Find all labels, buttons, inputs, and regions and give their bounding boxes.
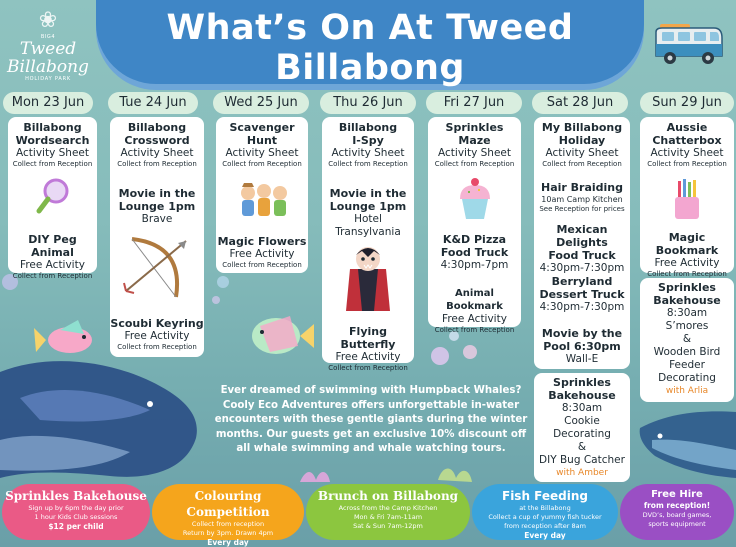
pencil-cup-icon — [672, 177, 702, 221]
activity-note: Collect from Reception — [328, 160, 408, 168]
activity-note: Collect from Reception — [222, 261, 302, 269]
activity-title: Hair Braiding — [540, 181, 623, 194]
day-header-fri: Fri 27 Jun — [426, 92, 522, 114]
activity-title: Billabong — [338, 121, 398, 134]
activity-subtitle: Transylvania — [335, 226, 401, 238]
day-card-tue — [110, 117, 204, 357]
activity-title: My Billabong — [541, 121, 623, 134]
fish-left-illustration — [34, 320, 92, 353]
footer-sprinkles-bakehouse — [2, 484, 150, 540]
activity-note: Collect from Reception — [434, 326, 515, 334]
bubble — [212, 296, 220, 304]
activity-title: Movie by the — [541, 327, 623, 340]
day-header-wed: Wed 25 Jun — [213, 92, 309, 114]
promo-line: months. Our guests get an exclusive 10% discount off — [215, 428, 527, 440]
activity-note: Collect from Reception — [328, 364, 408, 372]
activity-subtitle: Activity Sheet — [225, 147, 299, 159]
day-header-sat: Sat 28 Jun — [532, 92, 628, 114]
whale-left-illustration — [0, 361, 197, 478]
activity-host: with Amber — [556, 468, 608, 478]
activity-line: Feeder — [669, 359, 705, 371]
footer-title: Sprinkles Bakehouse — [5, 489, 147, 503]
activity-subtitle: 4:30pm-7:30pm — [539, 301, 625, 313]
bubble — [463, 345, 477, 359]
activity-title: Maze — [458, 134, 491, 147]
tree-icon: ❀ — [38, 8, 58, 33]
footer-line: sports equipment — [648, 520, 706, 528]
activity-subtitle: Activity Sheet — [650, 147, 724, 159]
footer-line: Return by 3pm. Drawn 4pm — [182, 529, 274, 537]
activity-note: Collect from Reception — [117, 343, 197, 351]
footer-line: from reception after 8am — [504, 522, 586, 530]
activity-subtitle: 4:30pm-7pm — [440, 259, 509, 271]
activity-subtitle: 10am Camp Kitchen — [541, 195, 623, 204]
activity-subtitle: Activity Sheet — [545, 147, 619, 159]
activity-title: Billabong — [23, 121, 82, 134]
activity-subtitle: Free Activity — [335, 351, 401, 363]
kids-explorers-icon — [234, 181, 292, 221]
activity-host: with Arlia — [665, 386, 709, 396]
activity-title: Food Truck — [548, 249, 616, 262]
activity-line: Cookie — [564, 415, 600, 427]
activity-subtitle: Hotel — [354, 213, 382, 225]
activity-line: & — [682, 333, 692, 345]
activity-subtitle: Free Activity — [229, 248, 295, 260]
activity-title: Scoubi Keyring — [110, 317, 204, 330]
activity-subtitle: 4:30pm-7:30pm — [539, 262, 625, 274]
whale-right-illustration — [640, 411, 736, 478]
footer-brunch-on-billabong — [306, 484, 470, 540]
activity-line: & — [577, 441, 587, 453]
activity-subtitle: Activity Sheet — [331, 147, 405, 159]
day-card-sat-1 — [534, 117, 630, 369]
activity-title: Bakehouse — [653, 294, 721, 307]
activity-title: Food Truck — [440, 246, 509, 259]
activity-title: Chatterbox — [652, 134, 722, 147]
bubble — [431, 347, 449, 365]
day-card-mon — [8, 117, 97, 280]
footer-line: Collect a cup of yummy fish tucker — [488, 513, 602, 521]
footer-free-hire — [620, 484, 734, 540]
footer-title: Fish Feeding — [502, 489, 588, 503]
activity-title: Holiday — [558, 134, 606, 147]
activity-note: See Reception for prices — [539, 205, 625, 213]
activity-title: Lounge 1pm — [118, 200, 196, 213]
footer-line: Collect from reception — [191, 520, 265, 528]
day-header-mon: Mon 23 Jun — [3, 92, 93, 114]
activity-note: Collect from Reception — [12, 272, 93, 280]
footer-title: Free Hire — [651, 489, 703, 500]
fish-center-illustration — [252, 316, 314, 354]
bow-and-arrow-icon — [120, 231, 192, 303]
activity-note: Collect from Reception — [12, 160, 93, 168]
footer-line: Sign up by 6pm the day prior — [28, 504, 124, 512]
activity-title: Animal Bookmark — [446, 288, 503, 312]
footer-highlight: Every day — [524, 531, 566, 540]
activity-note: Collect from Reception — [222, 160, 302, 168]
promo-line: all whale swimming and whale watching tours. — [236, 443, 506, 454]
vampire-character-icon — [344, 243, 392, 313]
activity-title: Sprinkles — [445, 121, 504, 134]
activity-line: Decorating — [553, 428, 611, 440]
activity-note: Collect from Reception — [434, 160, 515, 168]
footer-line: Across from the Camp Kitchen — [338, 504, 438, 512]
promo-line: encounters with these gentle giants during the winter — [214, 414, 528, 425]
activity-title: Hunt — [246, 134, 278, 147]
day-card-sun-1 — [640, 117, 734, 278]
activity-title: Lounge 1pm — [329, 200, 407, 213]
park-logo — [0, 8, 96, 88]
promo-line: Ever dreamed of swimming with Humpback Whales? — [220, 385, 522, 396]
activity-note: Collect from Reception — [542, 160, 622, 168]
bubble — [217, 276, 229, 288]
activity-title: Bakehouse — [548, 389, 616, 402]
activity-subtitle: Wall-E — [565, 353, 599, 365]
day-header-thu: Thu 26 Jun — [320, 92, 416, 114]
activity-line: Wooden Bird — [653, 346, 721, 358]
activity-title: Aussie — [666, 121, 708, 134]
day-card-wed — [216, 117, 308, 273]
footer-highlight: from reception! — [643, 501, 711, 510]
whale-promo-text — [212, 384, 530, 457]
activity-subtitle: Free Activity — [124, 330, 190, 342]
day-header-tue: Tue 24 Jun — [108, 92, 198, 114]
activity-title: Crossword — [124, 134, 190, 147]
footer-highlight: $12 per child — [48, 522, 104, 531]
activity-subtitle: Free Activity — [654, 257, 720, 269]
activity-title: Billabong — [127, 121, 187, 134]
activity-line: DIY Bug Catcher — [539, 454, 625, 466]
footer-line: Mon & Fri 7am-11am — [353, 513, 423, 521]
logo-name: Tweed Billabong — [7, 39, 89, 77]
cupcake-icon — [456, 175, 494, 223]
activity-subtitle: Activity Sheet — [16, 147, 89, 159]
activity-line: 8:30am — [561, 402, 603, 414]
page-title: What’s On At Tweed Billabong — [166, 8, 574, 88]
activity-line: 8:30am — [666, 307, 708, 319]
day-card-fri — [428, 117, 521, 334]
activity-title: DIY Peg Animal — [28, 233, 77, 259]
logo-brand: BIG4 — [40, 34, 56, 40]
activity-subtitle: Brave — [141, 213, 173, 225]
activity-title: Magic Bookmark — [655, 231, 719, 257]
activity-subtitle: Free Activity — [442, 313, 507, 325]
footer-fish-feeding — [472, 484, 618, 540]
activity-title: Pool 6:30pm — [543, 340, 621, 353]
footer-line: DVD’s, board games, — [642, 511, 712, 519]
footer-highlight: Every day — [207, 538, 249, 547]
footer-title: Colouring Competition — [186, 489, 270, 519]
activity-title: Magic Flowers — [217, 235, 307, 248]
day-card-sun-2 — [640, 278, 734, 402]
activity-title: Berryland — [551, 275, 613, 288]
activity-title: K&D Pizza — [442, 233, 507, 246]
activity-title: Movie in the — [329, 187, 407, 200]
activity-title: Flying Butterfly — [340, 325, 396, 351]
day-header-sun: Sun 29 Jun — [640, 92, 734, 114]
activity-subtitle: Free Activity — [20, 259, 85, 271]
activity-title: Sprinkles — [658, 281, 716, 294]
activity-title: Dessert Truck — [539, 288, 625, 301]
activity-subtitle: Activity Sheet — [438, 147, 511, 159]
day-card-thu — [322, 117, 414, 372]
activity-title: Wordsearch — [15, 134, 90, 147]
promo-line: Cooly Eco Adventures offers unforgettable in-water — [222, 399, 520, 411]
footer-line: 1 hour Kids Club sessions — [34, 513, 118, 521]
activity-title: Movie in the — [118, 187, 196, 200]
footer-line: Sat & Sun 7am-12pm — [353, 522, 423, 530]
activity-note: Collect from Reception — [647, 160, 727, 168]
logo-subtitle: HOLIDAY PARK — [25, 76, 71, 82]
activity-title: I-Spy — [352, 134, 384, 147]
footer-colouring-competition — [152, 484, 304, 547]
activity-title: Mexican Delights — [556, 223, 608, 249]
activity-note: Collect from Reception — [647, 270, 727, 278]
activity-line: S’mores — [665, 320, 709, 332]
activity-line: Decorating — [658, 372, 716, 384]
camper-van-icon — [652, 18, 726, 70]
activity-subtitle: Activity Sheet — [120, 147, 194, 159]
day-card-sat-2 — [534, 373, 630, 482]
activity-note: Collect from Reception — [117, 160, 197, 168]
footer-title: Brunch on Billabong — [317, 489, 459, 503]
activity-title: Sprinkles — [553, 376, 611, 389]
activity-title: Scavenger — [229, 121, 295, 134]
footer-line: at the Billabong — [519, 504, 571, 512]
magnifying-glass-icon — [34, 175, 72, 215]
